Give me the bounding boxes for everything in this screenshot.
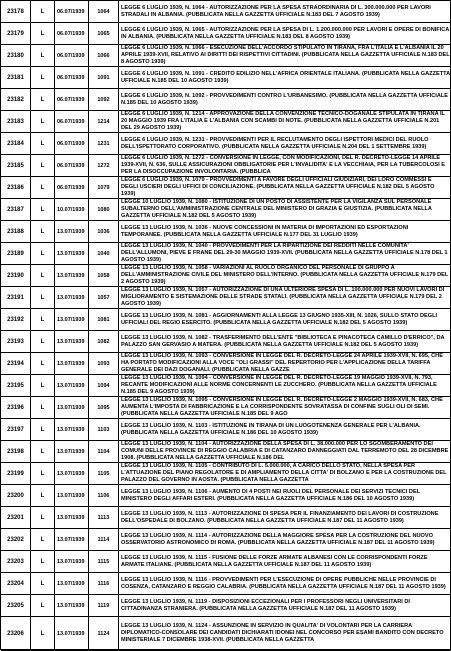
row-date: 06.07/1939 [55, 155, 89, 176]
table-row [1, 463, 451, 485]
row-date: 13.07/1939 [55, 573, 89, 594]
row-type: L [31, 573, 55, 594]
row-type: L [31, 595, 55, 616]
row-date: 13.07/1939 [55, 463, 89, 484]
row-type: L [31, 551, 55, 572]
table-row [1, 353, 451, 375]
row-number: 23197 [1, 419, 31, 440]
row-description-cell [119, 573, 451, 594]
row-description-cell [119, 177, 451, 198]
row-description: LEGGE 13 LUGLIO 1939, N. 1036 - NUOVE CONCESSIONI IN MATERIA DI IMPORTAZIONI ED ESPORTAZIONI TEMPORANEE. (PUBBLICATA NELLA GAZZETTA UFFICIALE N.177 DEL 31 LUGLIO 1939) [121, 224, 409, 238]
row-date: 06.07/1939 [55, 89, 89, 110]
row-code: 1103 [89, 419, 119, 440]
row-description: LEGGE 13 LUGLIO 1939, N. 1103 - ISTITUZIONE IN TIRANA DI UN LUOGOTENENZA GENERALE PER L'ALBANIA. (PUBBLICATA NELLA GAZZETTA UFFICIALE N.186 DEL 10 AGOSTO 1939) [121, 422, 421, 436]
row-description-cell [119, 353, 451, 374]
row-description: LEGGE 13 LUGLIO 1939, N. 1040 - PROVVEDIMENTI PER LA RIPARTIZIONE DEI REDDITI NELLE COMUNITA' DELL'ALLUMONI, PIEVE E FRANE DEL 29-30 MAGGIO 1939-XVII. (PUBBLICATA NELLA GAZZETTA UFFICIALE N.178 DEL 1 AGOSTO 1939) [121, 243, 448, 263]
row-code: 1057 [89, 287, 119, 308]
row-code: 1105 [89, 463, 119, 484]
table-row [1, 111, 451, 133]
row-number: 23195 [1, 375, 31, 396]
row-description-cell [119, 419, 451, 440]
table-row [1, 265, 451, 287]
row-date: 13.07/1939 [55, 375, 89, 396]
row-code: 1114 [89, 529, 119, 550]
row-description-cell [119, 617, 451, 650]
row-description-cell [119, 23, 451, 44]
row-date: 06.07/1939 [55, 133, 89, 154]
row-type: L [31, 419, 55, 440]
row-number: 23185 [1, 155, 31, 176]
row-code: 1081 [89, 309, 119, 330]
row-description: LEGGE 13 LUGLIO 1939, N. 1093 - CONVERSIONE IN LEGGE DEL R. DECRETO-LEGGE 24 APRILE 1939-XVII, N. 695, CHE HA PORTATO MODIFICAZIONI ALLA VOCE "OLI GRASSI" DEL REPERTORIO PER L'APPLICAZIONE DELLA TARIFFA GENERALE DEI DAZI DOGANALI. (PUBBLICATA NELLA GAZZE [121, 353, 443, 373]
row-date: 13.07/1939 [55, 331, 89, 352]
table-row [1, 397, 451, 419]
table-row [1, 177, 451, 199]
table-row [1, 67, 451, 89]
row-description-cell [119, 375, 451, 396]
row-description-cell [119, 485, 451, 506]
row-description-cell [119, 221, 451, 242]
row-description: LEGGE 6 LUGLIO 1939, N. 1092 - PROVVEDIMENTI CONTRO L'URBANESIMO. (PUBBLICATA NELLA GAZZETTA UFFICIALE N.185 DEL 10 AGOSTO 1939) [121, 92, 449, 106]
row-code: 1094 [89, 375, 119, 396]
row-code: 1092 [89, 89, 119, 110]
row-date: 13.07/1939 [55, 529, 89, 550]
row-description: LEGGE 13 LUGLIO 1939, N. 1058 - VARIAZIONI AL RUOLO ORGANICO DEL PERSONALE DI GRUPPO A DELL'AMMINISTRAZIONE CIVILE DEL MINISTERO DELL'INTERNO. (PUBBLICATA NELLA GAZZETTA UFFICIALE N.179 DEL 2 AGOSTO 1939) [121, 265, 449, 285]
row-number: 23178 [1, 1, 31, 22]
row-description-cell [119, 155, 451, 176]
row-description: LEGGE 6 LUGLIO 1939, N. 1214 - APPROVAZIONE DELLA CONVENZIONE TECNICO-DOGANALE STIPULATA IN TIRANA IL 20 MAGGIO 1939 FRA L'ITALIA E L'ALBANIA CON SCAMBI DI NOTE. (PUBBLICATA NELLA GAZZETTA UFFICIALE N.201 DEL 29 AGOSTO 1939) [121, 111, 445, 131]
row-date: 13.07/1939 [55, 419, 89, 440]
row-number: 23179 [1, 23, 31, 44]
row-number: 23199 [1, 463, 31, 484]
row-description: LEGGE 13 LUGLIO 1939, N. 1115 - FUSIONE DELLE FORZE ARMATE ALBANESI CON LE CORRISPONDENTI FORZE ARMATE ITALIANE. (PUBBLICATA NELLA GAZZETTA UFFICIALE N.187 DEL 11 AGOSTO 1939) [121, 554, 428, 568]
row-description-cell [119, 243, 451, 264]
row-date: 13.07/1939 [55, 551, 89, 572]
row-code: 1064 [89, 1, 119, 22]
row-type: L [31, 375, 55, 396]
row-date: 13.07/1939 [55, 397, 89, 418]
row-code: 1065 [89, 23, 119, 44]
row-description: LEGGE 13 LUGLIO 1939, N. 1105 - CONTRIBUTO DI L. 5.000.000, A CARICO DELLO STATO, NELLA SPESA PER L'ATTUAZIONE DEL PIANO REGOLATORE E DI AMPLIAMENTO DELLA CITTA' DI BOLZANO E PER LA COSTRUZIONE DEL PALAZZO DEL GOVERNO IN AOSTA. (PUBBLICATA NELLA GAZZETTA [121, 463, 447, 483]
row-date: 06.07/1939 [55, 177, 89, 198]
row-code: 1104 [89, 441, 119, 462]
row-description: LEGGE 13 LUGLIO 1939, N. 1124 - ASSUNZIONE IN SERVIZIO IN QUALITA' DI VOLONTARI PER LA CARRIERA DIPLOMATICO-CONSOLARE DEI CANDIDATI DICHIARATI IDONEI NEL CONCORSO PER ESAMI BANDITO CON DECRETO MINISTERIALE 7 DICEMBRE 1938-XVII. (PUBBLICATA NELLA GAZZETTA [121, 623, 444, 643]
table-row [1, 1, 451, 23]
table-row [1, 221, 451, 243]
row-number: 23204 [1, 573, 31, 594]
row-description-cell [119, 265, 451, 286]
table-row [1, 133, 451, 155]
row-description: LEGGE 13 LUGLIO 1939, N. 1104 - AUTORIZZAZIONE DELLA SPESA DI L. 38.000.000 PER LO SGOMBERAMENTO DEI COMUNI DELLE PROVINCIE DI REGGIO CALABRIA E DI CATANZARO DANNEGGIATI DAL TERREMOTO DEL 28 DICEMBRE 1908. (PUBBLICATA NELLA GAZZETTA UFFICIALE N.186 DEL [121, 441, 449, 461]
row-code: 1214 [89, 111, 119, 132]
row-description-cell [119, 551, 451, 572]
row-number: 23184 [1, 133, 31, 154]
row-description-cell [119, 199, 451, 220]
row-date: 13.07/1939 [55, 507, 89, 528]
row-code: 1079 [89, 177, 119, 198]
row-code: 1124 [89, 617, 119, 650]
row-number: 23200 [1, 485, 31, 506]
row-number: 23187 [1, 199, 31, 220]
row-description-cell [119, 89, 451, 110]
row-description-cell [119, 507, 451, 528]
row-type: L [31, 353, 55, 374]
row-number: 23193 [1, 331, 31, 352]
row-description: LEGGE 10 LUGLIO 1939, N. 1080 - ISTITUZIONE DI UN POSTO DI ASSISTENTE PER LA VIGILANZA SUL PERSONALE SUBALTERNO DELL'AMMINISTRAZIONE CENTRALE DEL MINISTERO DI GRAZIA E GIUSTIZIA. (PUBBLICATA NELLA GAZZETTA UFFICIALE N.182 DEL 5 AGOSTO 1939) [121, 199, 432, 219]
row-description-cell [119, 331, 451, 352]
row-number: 23188 [1, 221, 31, 242]
row-number: 23202 [1, 529, 31, 550]
row-type: L [31, 221, 55, 242]
row-date: 13.07/1939 [55, 353, 89, 374]
row-type: L [31, 309, 55, 330]
row-description: LEGGE 6 LUGLIO 1939, N. 1066 - ESECUZIONE DELL'ACCORDO STIPULATO IN TIRANA, FRA L'ITALIA E L'ALBANIA IL 20 APRILE 1939-XVII, RELATIVO AI DIRITTI DEI RISPETTIVI CITTADINI. (PUBBLICATA NELLA GAZZETTA UFFICIALE N.183 DEL 8 AGOSTO 1939) [121, 45, 450, 65]
row-code: 1058 [89, 265, 119, 286]
row-number: 23181 [1, 67, 31, 88]
row-type: L [31, 67, 55, 88]
row-description: LEGGE 13 LUGLIO 1939, N. 1082 - TRASFERIMENTO DELL'ENTE "BIBLIOTECA E PINACOTECA CAMILLO D'ERRICO", DA PALAZZO SAN GERVASIO A MATERA. (PUBBLICATA NELLA GAZZETTA UFFICIALE N.182 DEL 5 AGOSTO 1939) [121, 334, 445, 348]
row-code: 1080 [89, 199, 119, 220]
row-type: L [31, 463, 55, 484]
row-date: 06.07/1939 [55, 23, 89, 44]
row-description: LEGGE 13 LUGLIO 1939, N. 1094 - CONVERSIONE IN LEGGE DEL R. DECRETO-LEGGE 19 MAGGIO 1939-XVII, N. 793, RECANTE MODIFICAZIONI ALLE NORME CONCERNENTI LE ZUCCHERO. (PUBBLICATA NELLA GAZZETTA UFFICIALE N.185 DEL 9 AGOSTO 1939) [121, 375, 437, 395]
row-code: 1272 [89, 155, 119, 176]
row-description: LEGGE 13 LUGLIO 1939, N. 1081 - AGGIORNAMENTI ALLA LEGGE 13 GIUGNO 1935-XIII, N. 1026, SULLO STATO DEGLI UFFICIALI DEL REGIO ESERCITO. (PUBBLICATA NELLA GAZZETTA UFFICIALE N.182 DEL 5 AGOSTO 1939) [121, 312, 438, 326]
row-number: 23191 [1, 287, 31, 308]
table-row [1, 89, 451, 111]
table-row [1, 375, 451, 397]
row-description-cell [119, 67, 451, 88]
row-code: 1116 [89, 573, 119, 594]
row-code: 1082 [89, 331, 119, 352]
row-date: 13.07/1939 [55, 309, 89, 330]
table-row [1, 45, 451, 67]
table-row [1, 485, 451, 507]
row-type: L [31, 45, 55, 66]
row-code: 1091 [89, 67, 119, 88]
row-number: 23182 [1, 89, 31, 110]
row-type: L [31, 1, 55, 22]
row-type: L [31, 441, 55, 462]
row-description: LEGGE 6 LUGLIO 1939, N. 1231 - PROVVEDIMENTI PER IL RECLUTAMENTO DEGLI ISPETTORI MEDICI DEL RUOLO DELL'ISPETTORATO CORPORATIVO. (PUBBLICATA NELLA GAZZETTA UFFICIALE N.204 DEL 1 SETTEMBRE 1939) [121, 136, 429, 150]
row-type: L [31, 243, 55, 264]
table-row [1, 441, 451, 463]
row-description-cell [119, 133, 451, 154]
row-code: 1036 [89, 221, 119, 242]
table-row [1, 199, 451, 221]
row-code: 1119 [89, 595, 119, 616]
table-row [1, 551, 451, 573]
table-row [1, 617, 451, 651]
row-description-cell [119, 287, 451, 308]
row-number: 23196 [1, 397, 31, 418]
row-date: 13.07/1939 [55, 265, 89, 286]
row-date: 13.07/1939 [55, 617, 89, 650]
row-type: L [31, 133, 55, 154]
row-type: L [31, 199, 55, 220]
row-number: 23183 [1, 111, 31, 132]
table-row [1, 287, 451, 309]
row-description: LEGGE 6 LUGLIO 1939, N. 1079 - PROVVEDIMENTI A FAVORE DEGLI UFFICIALI GIUDIZIARI, DEI LORO COMMESSI E DEGLI USCIERI DEGLI UFFICI DI CONCILIAZIONE. (PUBBLICATA NELLA GAZZETTA UFFICIALE N.182 DEL 5 AGOSTO 1939) [121, 177, 435, 197]
row-type: L [31, 485, 55, 506]
row-description-cell [119, 529, 451, 550]
row-date: 13.07/1939 [55, 221, 89, 242]
table-row [1, 23, 451, 45]
row-number: 23194 [1, 353, 31, 374]
row-date: 13.07/1939 [55, 441, 89, 462]
row-code: 1106 [89, 485, 119, 506]
row-description-cell [119, 397, 451, 418]
row-description: LEGGE 13 LUGLIO 1939, N. 1113 - AUTORIZZAZIONE DI SPESA PER IL FINANZIAMENTO DEI LAVORI DI COSTRUZIONE DELL'OSPEDALE DI BOLZANO. (PUBBLICATA NELLA GAZZETTA UFFICIALE N.187 DEL 11 AGOSTO 1939) [121, 510, 439, 524]
row-description-cell [119, 595, 451, 616]
row-type: L [31, 507, 55, 528]
row-number: 23205 [1, 595, 31, 616]
row-date: 06.07/1939 [55, 67, 89, 88]
row-code: 1231 [89, 133, 119, 154]
row-type: L [31, 331, 55, 352]
row-type: L [31, 155, 55, 176]
row-type: L [31, 397, 55, 418]
row-description-cell [119, 111, 451, 132]
row-description-cell [119, 463, 451, 484]
table-row [1, 309, 451, 331]
row-code: 1040 [89, 243, 119, 264]
row-date: 13.07/1939 [55, 485, 89, 506]
row-type: L [31, 287, 55, 308]
row-description: LEGGE 6 LUGLIO 1939, N. 1064 - AUTORIZZAZIONE PER LA SPESA STRAORDINARIA DI L. 300.000.000 PER LAVORI STRADALI IN ALBANIA. (PUBBLICATA NELLA GAZZETTA UFFICIALE N.183 DEL 7 AGOSTO 1939) [121, 4, 431, 18]
row-number: 23192 [1, 309, 31, 330]
row-number: 23201 [1, 507, 31, 528]
row-date: 10.07/1939 [55, 199, 89, 220]
row-description: LEGGE 13 LUGLIO 1939, N. 1119 - DISPOSIZIONI ECCEZIONALI PER I PROFESSORI NEGLI UNIVERSITARI DI CITTADINANZA STRANIERA. (PUBBLICATA NELLA GAZZETTA UFFICIALE N.187 DEL 11 AGOSTO 1939) [121, 598, 410, 612]
row-description: LEGGE 6 LUGLIO 1939, N. 1272 - CONVERSIONE IN LEGGE, CON MODIFICAZIONI, DEL R. DECRETO-LEGGE 14 APRILE 1939-XVII, N. 636, SULLE ASSICURAZIONI OBBLIGATORIE PER L'INVALIDITA' E LA VECCHIAIA, PER LA TUBERCOLOSI E PER LA DISOCCUPAZIONE INVOLONTARIA. (PUBBLICA [121, 155, 445, 175]
row-date: 06.07/1939 [55, 1, 89, 22]
row-description-cell [119, 1, 451, 22]
table-row [1, 573, 451, 595]
row-type: L [31, 89, 55, 110]
row-number: 23186 [1, 177, 31, 198]
row-description: LEGGE 13 LUGLIO 1939, N. 1114 - AUTORIZZAZIONE DELLA MAGGIORE SPESA PER LA COSTRUZIONE DEL NUOVO OSSERVATORIO ASTRONOMICO DI ROMA. (PUBBLICATA NELLA GAZZETTA UFFICIALE N.187 DEL 11 AGOSTO 1939) [121, 532, 435, 546]
row-code: 1095 [89, 397, 119, 418]
table-row [1, 529, 451, 551]
row-number: 23190 [1, 265, 31, 286]
row-number: 23180 [1, 45, 31, 66]
row-description: LEGGE 13 LUGLIO 1939, N. 1057 - AUTORIZZAZIONE DI UNA ULTERIORE SPESA DI L. 100.000.000 PER NUOVI LAVORI DI MIGLIORAMENTO E SISTEMAZIONE DELLE STRADE STATALI. (PUBBLICATA NELLA GAZZETTA UFFICIALE N.179 DEL 2 AGOSTO 1939) [121, 287, 445, 307]
row-type: L [31, 111, 55, 132]
row-date: 13.07/1939 [55, 595, 89, 616]
row-description-cell [119, 309, 451, 330]
row-date: 06.07/1939 [55, 45, 89, 66]
table-row [1, 331, 451, 353]
table-row [1, 419, 451, 441]
row-number: 23189 [1, 243, 31, 264]
row-type: L [31, 529, 55, 550]
row-type: L [31, 177, 55, 198]
row-description-cell [119, 45, 451, 66]
table-row [1, 155, 451, 177]
row-type: L [31, 265, 55, 286]
row-code: 1066 [89, 45, 119, 66]
row-code: 1113 [89, 507, 119, 528]
row-description: LEGGE 6 LUGLIO 1939, N. 1091 - CREDITO EDILIZIO NELL'AFRICA ORIENTALE ITALIANA. (PUBBLICATA NELLA GAZZETTA UFFICIALE N.185 DEL 10 AGOSTO 1939) [121, 70, 450, 84]
row-code: 1115 [89, 551, 119, 572]
row-description: LEGGE 6 LUGLIO 1939, N. 1065 - AUTORIZZAZIONE PER LA SPESA DI L. 1.200.000.000 PER LAVORI E OPERE DI BONIFICA IN ALBANIA. (PUBBLICATA NELLA GAZZETTA UFFICIALE N.183 DEL 8 AGOSTO 1939) [121, 26, 450, 40]
row-date: 13.07/1939 [55, 287, 89, 308]
row-number: 23206 [1, 617, 31, 650]
row-number: 23203 [1, 551, 31, 572]
row-description: LEGGE 13 LUGLIO 1939, N. 1116 - PROVVEDIMENTI PER L'ESECUZIONE DI OPERE PUBBLICHE NELLE PROVINCIE DI COSENZA, CATANZARO E REGGIO CALABRIA. (PUBBLICATA NELLA GAZZETTA UFFICIALE N.187 DEL 11 AGOSTO 1939) [121, 576, 446, 590]
table-row [1, 243, 451, 265]
row-description-cell [119, 441, 451, 462]
row-number: 23198 [1, 441, 31, 462]
table-row [1, 507, 451, 529]
row-date: 13.07/1939 [55, 243, 89, 264]
row-date: 06.07/1939 [55, 111, 89, 132]
row-type: L [31, 617, 55, 650]
table-row [1, 595, 451, 617]
row-description: LEGGE 13 LUGLIO 1939, N. 1095 - CONVERSIONE IN LEGGE DEL R. DECRETO-LEGGE 2 MAGGIO 1939-XVII, N. 683, CHE AUMENTA L'IMPOSTA DI FABBRICAZIONE E LA CORRISPONDENTE SOVRATASSA DI CONFINE SUGLI OLI DI SEMI. (PUBBLICATA NELLA GAZZETTA UFFICIALE N.185 DEL 9 AGO [121, 397, 443, 417]
row-code: 1093 [89, 353, 119, 374]
row-description: LEGGE 13 LUGLIO 1939, N. 1106 - AUMENTO DI 4 POSTI NEI RUOLI DEL PERSONALE DEI SERVIZI TECNICI DEL MINISTERO DEGLI AFFARI ESTERI. (PUBBLICATA NELLA GAZZETTA UFFICIALE N.186 DEL 10 AGOSTO 1939) [121, 488, 421, 502]
row-type: L [31, 23, 55, 44]
